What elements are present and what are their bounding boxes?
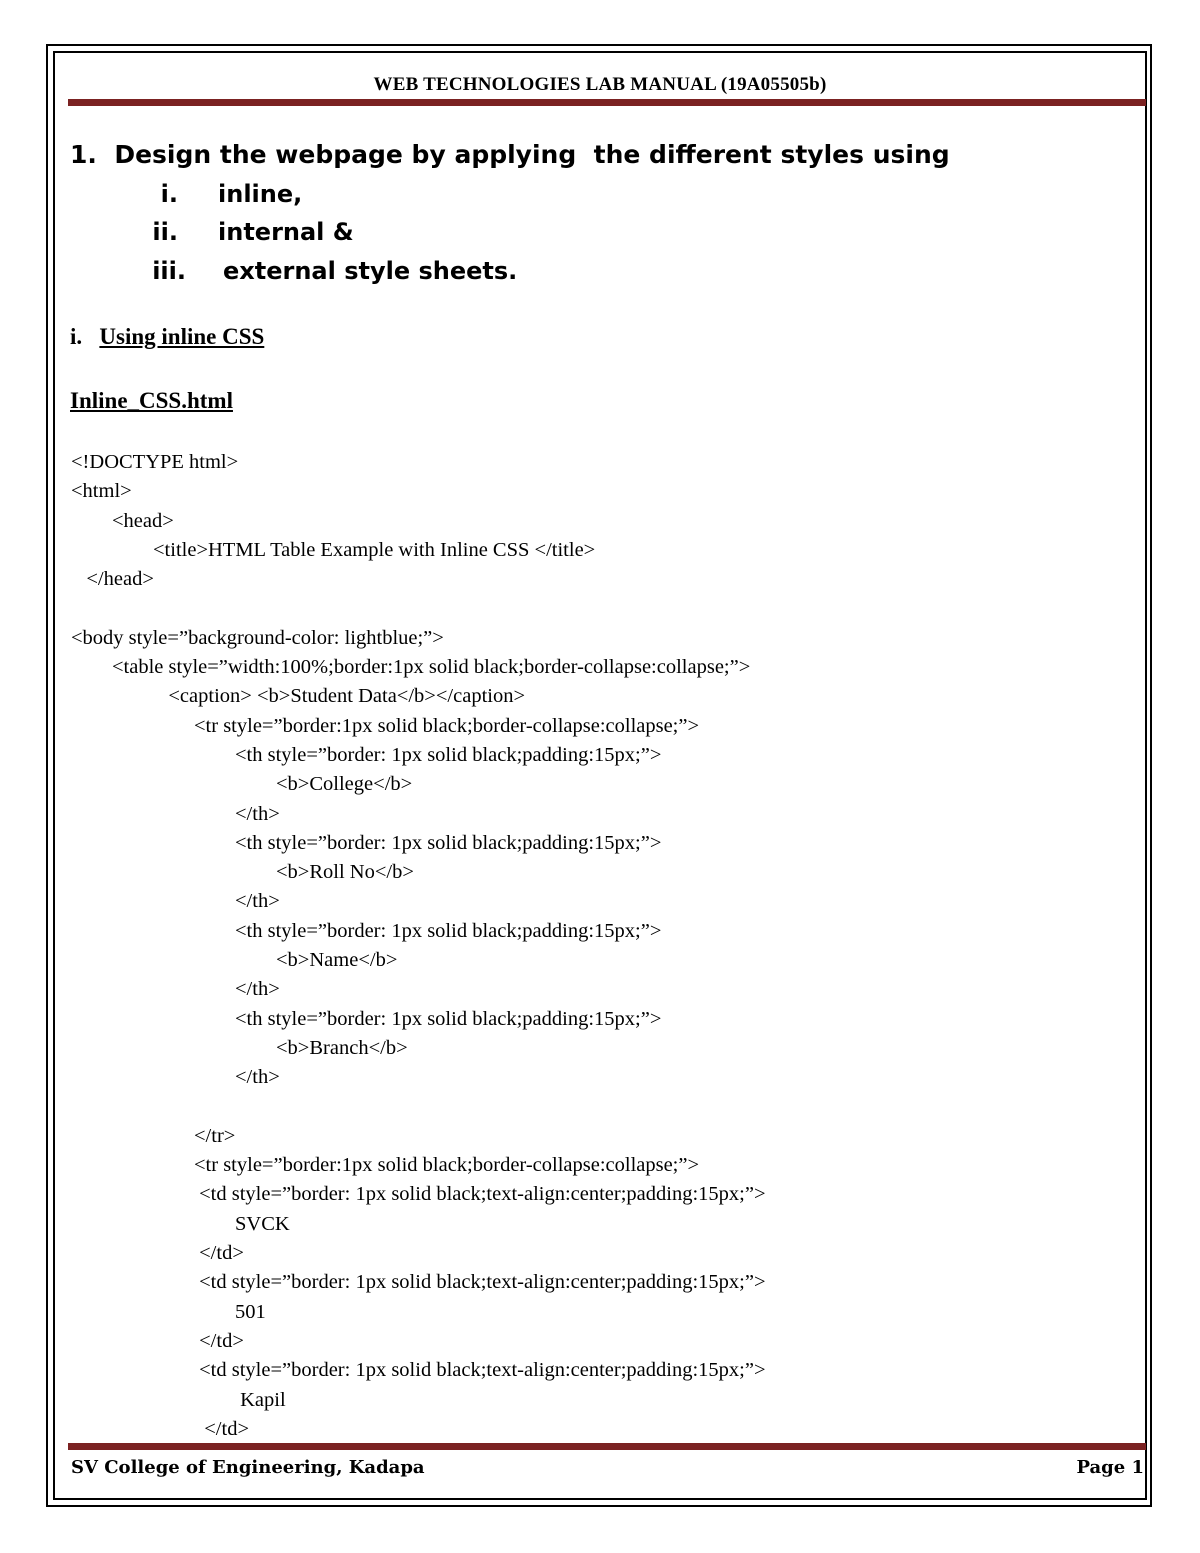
question-text: Design the webpage by applying the different styles using: [114, 140, 950, 169]
code-line: </td>: [71, 1329, 244, 1352]
section-title: Using inline CSS: [99, 324, 265, 349]
code-line: SVCK: [71, 1212, 290, 1235]
file-name: [70, 388, 233, 414]
footer-page-number: Page 1: [1076, 1457, 1144, 1478]
code-line: </th>: [71, 978, 280, 1001]
code-line: </td>: [71, 1417, 250, 1440]
code-line: <title>HTML Table Example with Inline CSS </title>: [71, 538, 596, 561]
code-line: <table style=”width:100%;border:1px solid black;border-collapse:collapse;”>: [71, 656, 751, 679]
code-line: <caption> <b>Student Data</b></caption>: [71, 685, 526, 708]
code-line: <th style=”border: 1px solid black;padding:15px;”>: [71, 919, 662, 942]
code-line: <!DOCTYPE html>: [71, 451, 239, 473]
header-title: WEB TECHNOLOGIES LAB MANUAL (19A05505b): [373, 74, 827, 95]
question-item-label: i.: [160, 180, 178, 208]
question-heading: [70, 140, 950, 169]
file-name-text: Inline_CSS.html: [70, 388, 233, 413]
code-line: <tr style=”border:1px solid black;border-collapse:collapse;”>: [71, 1154, 700, 1177]
code-line: </head>: [71, 568, 154, 591]
footer-rule: [68, 1443, 1146, 1450]
question-item-text: inline,: [218, 180, 303, 208]
question-item-text: internal &: [218, 218, 354, 246]
code-line: <td style=”border: 1px solid black;text-align:center;padding:15px;”>: [71, 1183, 766, 1206]
code-line: <b>Branch</b>: [71, 1036, 408, 1059]
code-line: <b>Name</b>: [71, 949, 398, 972]
code-line: </th>: [71, 802, 280, 825]
header-rule: [68, 99, 1146, 106]
question-item-label: iii.: [152, 257, 186, 285]
code-line: [71, 1093, 766, 1122]
code-line: [71, 594, 766, 623]
code-line: <html>: [71, 480, 132, 503]
code-line: 501: [71, 1300, 266, 1323]
code-line: Kapil: [71, 1388, 286, 1411]
code-line: <b>Roll No</b>: [71, 861, 414, 884]
code-line: </th>: [71, 1066, 280, 1089]
section-heading: [70, 324, 264, 350]
question-number: 1.: [70, 140, 97, 169]
code-line: <head>: [71, 509, 174, 532]
footer-college: SV College of Engineering, Kadapa: [71, 1457, 425, 1478]
code-line: <th style=”border: 1px solid black;padding:15px;”>: [71, 1007, 662, 1030]
code-line: <td style=”border: 1px solid black;text-align:center;padding:15px;”>: [71, 1359, 766, 1382]
code-line: <td style=”border: 1px solid black;text-align:center;padding:15px;”>: [71, 1271, 766, 1294]
code-line: </td>: [71, 1242, 244, 1265]
question-item-label: ii.: [152, 218, 178, 246]
code-line: </tr>: [71, 1124, 236, 1147]
question-item-text: external style sheets.: [223, 257, 518, 285]
code-line: <body style=”background-color: lightblue;”>: [71, 626, 444, 649]
code-listing: [71, 448, 766, 1444]
code-line: <th style=”border: 1px solid black;padding:15px;”>: [71, 743, 662, 766]
section-label: i.: [70, 324, 83, 349]
code-line: <th style=”border: 1px solid black;padding:15px;”>: [71, 831, 662, 854]
code-line: </th>: [71, 890, 280, 913]
code-line: <tr style=”border:1px solid black;border-collapse:collapse;”>: [71, 714, 700, 737]
code-line: <b>College</b>: [71, 773, 413, 796]
